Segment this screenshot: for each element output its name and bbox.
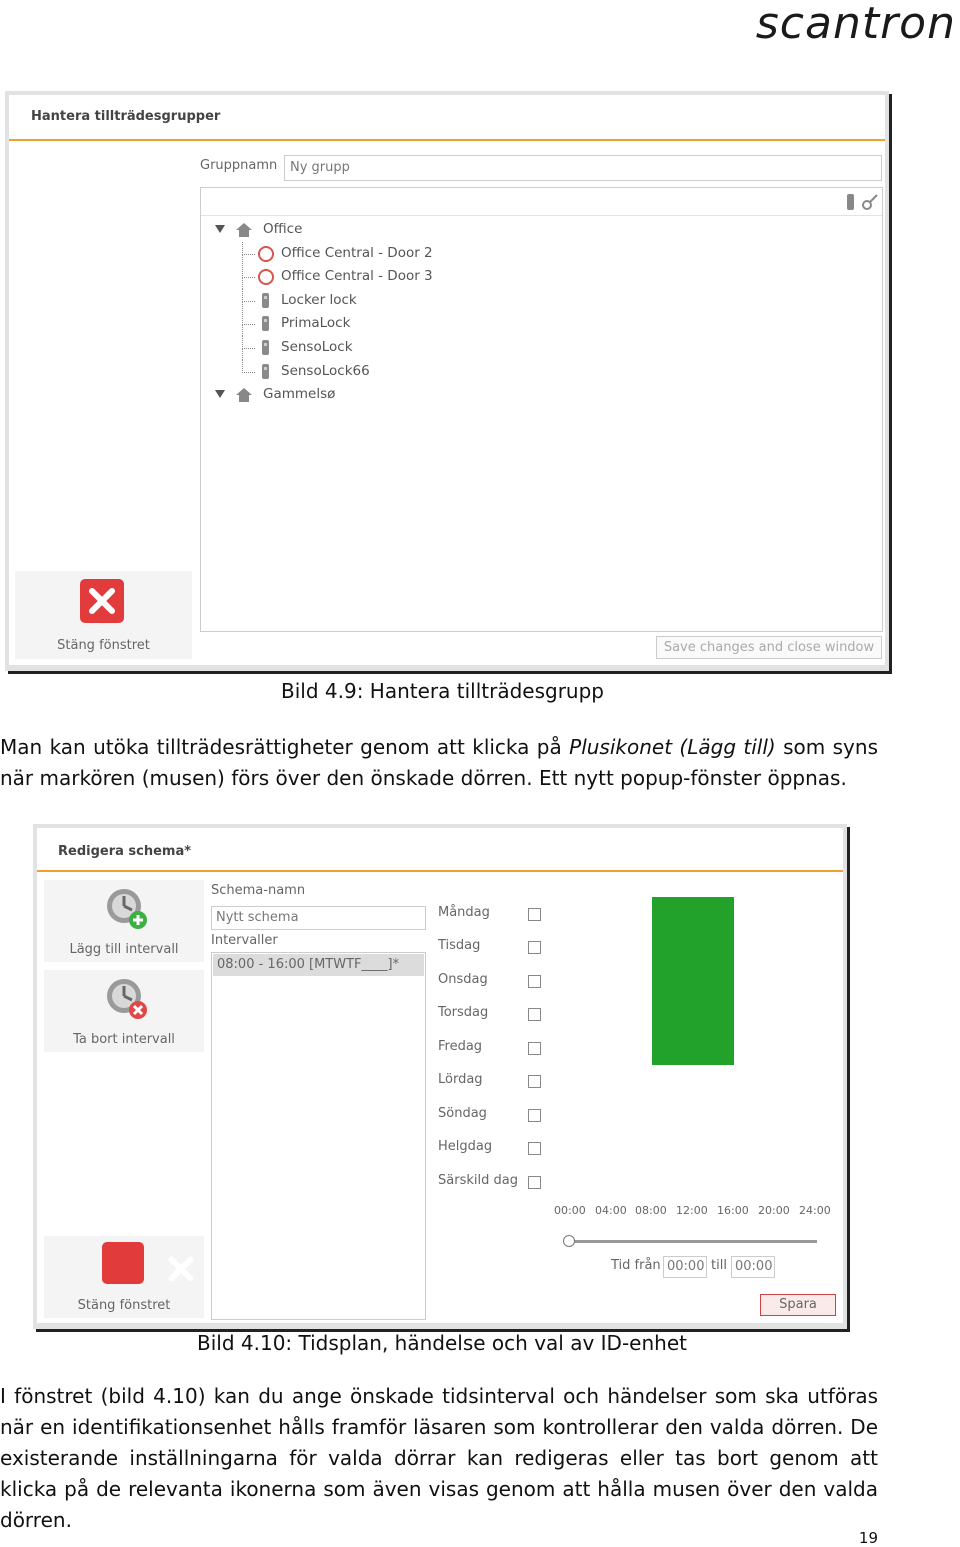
paragraph-text: Man kan utöka tillträdesrättigheter genom att klicka på bbox=[0, 735, 570, 759]
time-from-input[interactable]: 00:00 bbox=[663, 1256, 707, 1278]
day-checkbox[interactable] bbox=[528, 1176, 541, 1189]
intervals-list bbox=[211, 952, 426, 1320]
remove-interval-icon bbox=[102, 976, 150, 1024]
add-interval-button[interactable] bbox=[44, 880, 204, 962]
time-to-input[interactable]: 00:00 bbox=[731, 1256, 775, 1278]
time-slider-handle[interactable] bbox=[563, 1235, 575, 1247]
time-slider-track[interactable] bbox=[567, 1240, 817, 1243]
tree-node-label: Gammelsø bbox=[263, 386, 336, 403]
house-icon bbox=[235, 222, 253, 238]
close-icon bbox=[102, 1242, 144, 1284]
close-window-label: Stäng fönstret bbox=[57, 638, 150, 653]
day-label: Lördag bbox=[438, 1072, 483, 1087]
window-title: Hantera tillträdesgrupper bbox=[31, 109, 221, 124]
scantron-logo: scantron bbox=[755, 0, 956, 49]
hour-tick: 12:00 bbox=[676, 1204, 708, 1217]
day-checkbox[interactable] bbox=[528, 1008, 541, 1021]
lock-icon bbox=[262, 316, 269, 331]
paragraph-text: som syns när markören (musen) förs över den önskade dörren. Ett nytt popup-fönster öppnas. bbox=[0, 735, 878, 790]
page-number: 19 bbox=[858, 1529, 878, 1547]
paragraph-emphasis: Plusikonet (Lägg till) bbox=[569, 735, 776, 759]
hour-tick: 20:00 bbox=[758, 1204, 790, 1217]
close-window-label: Stäng fönstret bbox=[77, 1298, 171, 1313]
day-checkbox[interactable] bbox=[528, 908, 541, 921]
interval-item[interactable]: 08:00 - 16:00 [MTWTF____]* bbox=[213, 954, 424, 976]
expand-arrow-icon[interactable] bbox=[215, 390, 225, 398]
paragraph-text: I fönstret (bild 4.10) kan du ange önskade tidsinterval och händelser som ska utföras när en identifikationsenhet hålls framför läsaren som kontrollerar den valda dörren. De existerande inställningarna för valda dörrar kan redigeras eller tas bort genom att klicka på de relevanta ikonerna som även visas genom att hålla musen över den valda dörren. bbox=[0, 1384, 878, 1532]
day-checkbox[interactable] bbox=[528, 1142, 541, 1155]
time-from-label: Tid från bbox=[611, 1258, 661, 1273]
lock-icon bbox=[262, 340, 269, 355]
day-label: Söndag bbox=[438, 1106, 487, 1121]
tree-toolbar bbox=[201, 188, 882, 216]
figure-edit-schedule bbox=[33, 824, 847, 1329]
schema-name-input[interactable]: Nytt schema bbox=[211, 906, 426, 930]
close-window-button[interactable] bbox=[44, 1236, 204, 1318]
lock-icon bbox=[262, 293, 269, 308]
save-button[interactable]: Spara bbox=[760, 1294, 836, 1316]
add-interval-label: Lägg till intervall bbox=[69, 942, 179, 957]
day-checkbox[interactable] bbox=[528, 1075, 541, 1088]
remove-interval-button[interactable] bbox=[44, 970, 204, 1052]
tree-leaf-label: Locker lock bbox=[281, 291, 357, 308]
day-checkbox[interactable] bbox=[528, 941, 541, 954]
day-checkbox[interactable] bbox=[528, 975, 541, 988]
time-to-label: till bbox=[711, 1258, 727, 1273]
schema-name-label: Schema-namn bbox=[211, 883, 306, 898]
tree-leaf-label: SensoLock bbox=[281, 338, 353, 355]
group-name-label: Gruppnamn bbox=[200, 158, 278, 173]
tree-node-label: Office bbox=[263, 221, 303, 237]
hour-tick: 04:00 bbox=[595, 1204, 627, 1217]
tree-leaf-label: Office Central - Door 2 bbox=[281, 244, 433, 261]
intervals-label: Intervaller bbox=[211, 933, 278, 948]
hour-tick: 24:00 bbox=[799, 1204, 831, 1217]
day-checkbox[interactable] bbox=[528, 1042, 541, 1055]
interval-block[interactable] bbox=[652, 897, 734, 1065]
tree-leaf-label: Office Central - Door 3 bbox=[281, 268, 433, 285]
day-label: Onsdag bbox=[438, 972, 488, 987]
hour-tick: 00:00 bbox=[554, 1204, 586, 1217]
house-icon bbox=[235, 387, 253, 403]
hour-tick: 16:00 bbox=[717, 1204, 749, 1217]
hour-tick: 08:00 bbox=[635, 1204, 667, 1217]
window-title: Redigera schema* bbox=[58, 844, 192, 859]
figure-manage-access-groups bbox=[5, 91, 889, 671]
day-label: Tisdag bbox=[438, 938, 481, 953]
expand-arrow-icon[interactable] bbox=[215, 225, 225, 233]
day-label: Måndag bbox=[438, 905, 490, 920]
ring-icon bbox=[258, 246, 274, 262]
remove-interval-label: Ta bort intervall bbox=[73, 1032, 175, 1047]
tree-leaf-label: PrimaLock bbox=[281, 315, 351, 332]
day-label: Helgdag bbox=[438, 1139, 493, 1154]
tree-leaf-label: SensoLock66 bbox=[281, 362, 370, 379]
day-label: Torsdag bbox=[438, 1005, 489, 1020]
close-window-button[interactable] bbox=[15, 571, 192, 659]
day-label: Fredag bbox=[438, 1039, 483, 1054]
lock-icon bbox=[262, 364, 269, 379]
close-icon bbox=[80, 579, 124, 623]
group-name-input[interactable]: Ny grupp bbox=[284, 155, 882, 181]
paragraph-1 bbox=[0, 732, 878, 794]
schedule-toolbar bbox=[44, 880, 204, 1320]
door-tree-panel bbox=[200, 187, 883, 632]
title-divider bbox=[9, 139, 885, 141]
paragraph-2 bbox=[0, 1381, 878, 1536]
day-label: Särskild dag bbox=[438, 1173, 518, 1188]
lock-icon[interactable] bbox=[847, 194, 854, 210]
figure1-caption: Bild 4.9: Hantera tillträdesgrupp bbox=[281, 679, 604, 703]
day-checkbox[interactable] bbox=[528, 1109, 541, 1122]
save-and-close-button[interactable]: Save changes and close window bbox=[656, 636, 882, 659]
ring-icon bbox=[258, 269, 274, 285]
figure2-caption: Bild 4.10: Tidsplan, händelse och val av ID-enhet bbox=[197, 1331, 687, 1355]
add-interval-icon bbox=[102, 886, 150, 934]
title-divider bbox=[37, 870, 843, 872]
key-icon[interactable] bbox=[862, 193, 878, 211]
